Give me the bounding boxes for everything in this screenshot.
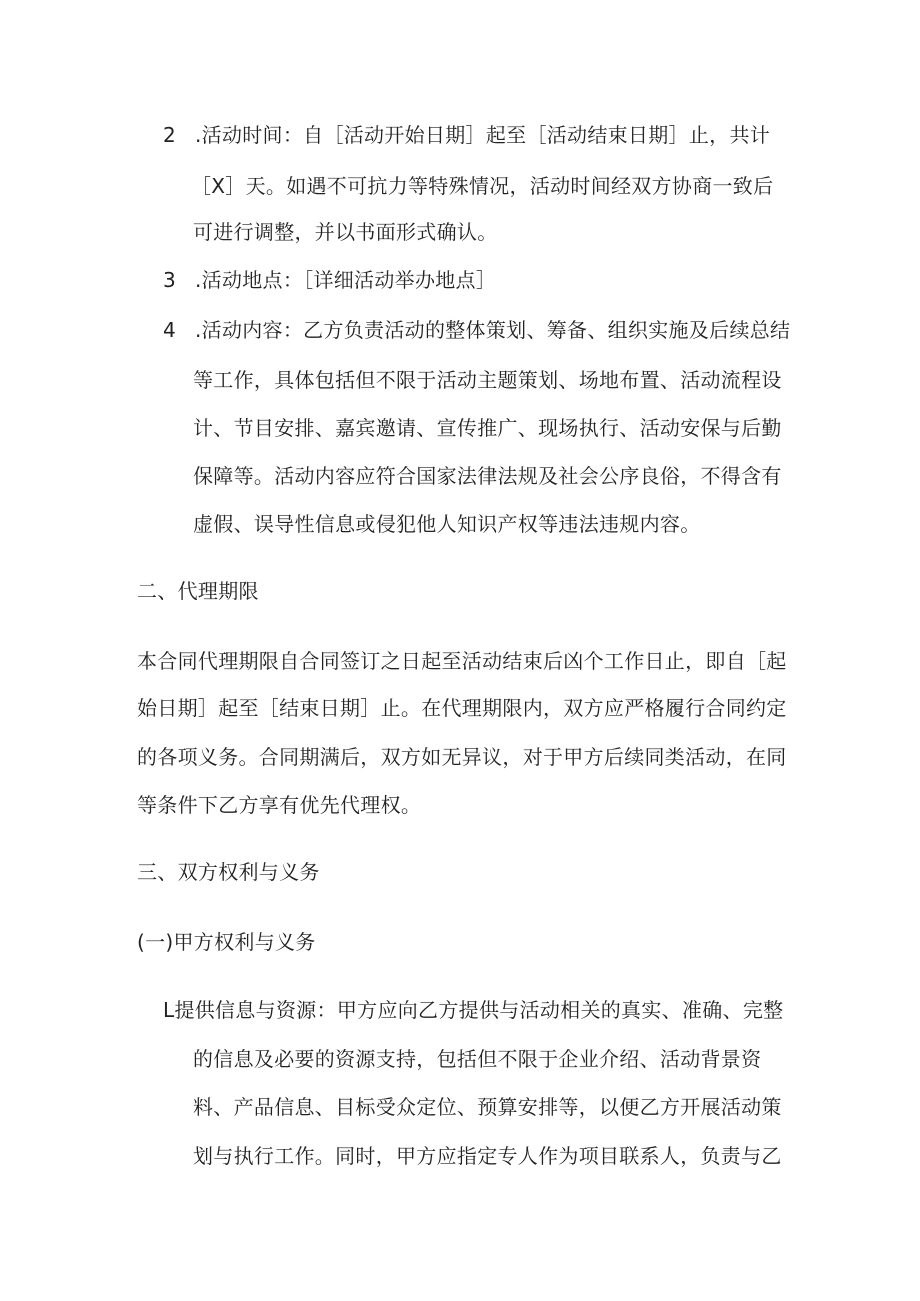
section-2-paragraph-line-1: 本合同代理期限自合同签订之日起至活动结束后凶个工作日止，即自［起 — [137, 649, 787, 673]
section-2-heading: 二、代理期限 — [137, 579, 259, 603]
subsection-1-heading: (一)甲方权利与义务 — [137, 930, 316, 954]
item-2-text-1: .活动时间：自［活动开始日期］起至［活动结束日期］止，共计 — [195, 123, 771, 147]
item-4-line-5: 虚假、误导性信息或侵犯他人知识产权等违法违规内容。 — [193, 512, 701, 536]
item-2-line-1 — [163, 121, 770, 149]
item-2-line-3: 可进行调整，并以书面形式确认。 — [193, 220, 498, 244]
item-l-line-4: 划与执行工作。同时，甲方应指定专人作为项目联系人，负责与乙 — [193, 1144, 782, 1168]
item-2-line-2: ［X］天。如遇不可抗力等特殊情况，活动时间经双方协商一致后 — [191, 174, 774, 198]
item-l-line-2: 的信息及必要的资源支持，包括但不限于企业介绍、活动背景资 — [193, 1047, 762, 1071]
item-4-line-2: 等工作，具体包括但不限于活动主题策划、场地布置、活动流程设 — [193, 368, 782, 392]
item-4-text-1: .活动内容：乙方负责活动的整体策划、筹备、组织实施及后续总结 — [195, 318, 791, 342]
section-2-paragraph-line-4: 等条件下乙方享有优先代理权。 — [137, 793, 422, 817]
item-2-number: 2 — [163, 123, 177, 147]
item-3-text-1: .活动地点：［详细活动举办地点］ — [195, 268, 497, 292]
item-4-line-4: 保障等。活动内容应符合国家法律法规及社会公序良俗，不得含有 — [193, 464, 782, 488]
item-4-line-1 — [163, 316, 790, 344]
section-3-heading: 三、双方权利与义务 — [137, 860, 320, 884]
item-4-number: 4 — [163, 318, 177, 342]
section-2-paragraph-line-2: 始日期］起至［结束日期］止。在代理期限内，双方应严格履行合同约定 — [137, 696, 787, 720]
section-2-paragraph-line-3: 的各项义务。合同期满后，双方如无异议，对于甲方后续同类活动，在同 — [137, 745, 787, 769]
item-3-number: 3 — [163, 268, 177, 292]
item-4-line-3: 计、节目安排、嘉宾邀请、宣传推广、现场执行、活动安保与后勤 — [193, 416, 782, 440]
item-3-line-1 — [163, 266, 496, 294]
item-l-line-3: 料、产品信息、目标受众定位、预算安排等，以便乙方开展活动策 — [193, 1095, 782, 1119]
item-l-line-1: L提供信息与资源：甲方应向乙方提供与活动相关的真实、准确、完整 — [163, 998, 784, 1022]
